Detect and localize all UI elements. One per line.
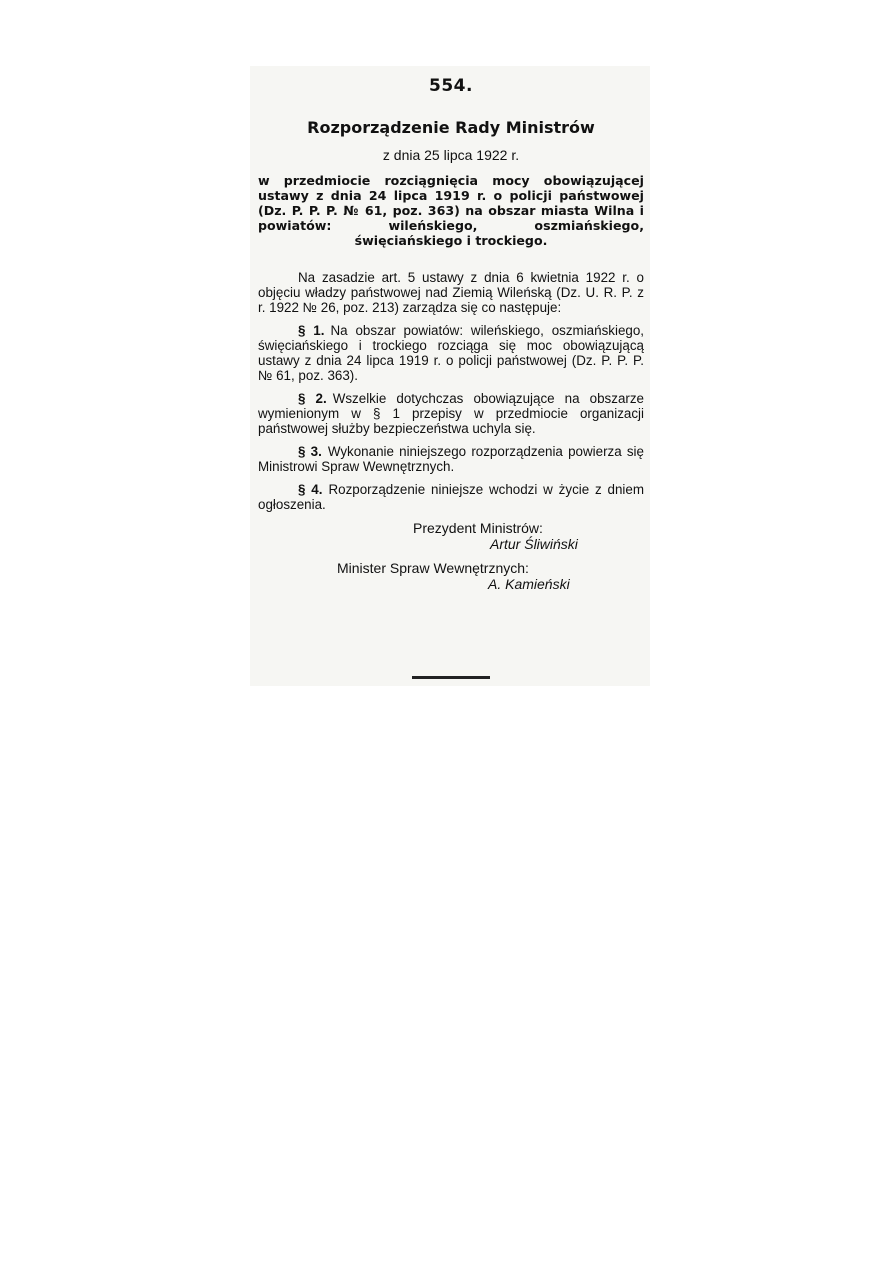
section-4-text: Rozporządzenie niniejsze wchodzi w życie z dniem ogłoszenia. (258, 482, 644, 512)
section-3-label: § 3. (298, 444, 322, 459)
section-2-text: Wszelkie dotychczas obowiązujące na obszarze wymienionym w § 1 przepisy w przedmiocie organizacji państwowej służby bezpieczeństwa uchyla się. (258, 391, 645, 436)
signature-interior-minister (258, 560, 644, 600)
signature-prime-minister (258, 520, 644, 560)
signature-name: A. Kamieński (488, 576, 570, 592)
signature-name: Artur Śliwiński (490, 536, 578, 552)
section-1 (258, 323, 644, 383)
document-date: z dnia 25 lipca 1922 r. (382, 147, 520, 163)
signatures (258, 520, 644, 600)
section-2 (258, 391, 644, 436)
section-3 (258, 444, 644, 474)
section-2-label: § 2. (298, 391, 327, 406)
section-4-label: § 4. (298, 482, 323, 497)
legal-document (258, 72, 644, 600)
section-1-label: § 1. (298, 323, 325, 338)
section-1-text: Na obszar powiatów: wileńskiego, oszmiańskiego, święciańskiego i trockiego rozciąga się moc obowiązującą ustawy z dnia 24 lipca 1919 r. o policji państwowej (Dz. P. P. P. № 61, poz. 363). (258, 323, 645, 383)
page-number: 554. (429, 76, 473, 96)
section-4 (258, 482, 644, 512)
preamble-paragraph: Na zasadzie art. 5 ustawy z dnia 6 kwietnia 1922 r. o objęciu władzy państwowej nad Ziemią Wileńską (Dz. U. R. P. z r. 1922 № 26, poz. 213) zarządza się co następuje: (258, 270, 644, 315)
document-title: Rozporządzenie Rady Ministrów (307, 118, 595, 137)
section-3-text: Wykonanie niniejszego rozporządzenia powierza się Ministrowi Spraw Wewnętrznych. (258, 444, 644, 474)
closing-rule (412, 676, 490, 679)
signature-role: Prezydent Ministrów: (413, 520, 543, 536)
document-subject: w przedmiocie rozciągnięcia mocy obowiązującej ustawy z dnia 24 lipca 1919 r. o policji państwowej (Dz. P. P. P. № 61, poz. 363) na obszar miasta Wilna i powiatów: wileńskiego, oszmiańskiego, święciańskiego i trockiego. (258, 173, 644, 248)
signature-role: Minister Spraw Wewnętrznych: (337, 560, 529, 576)
